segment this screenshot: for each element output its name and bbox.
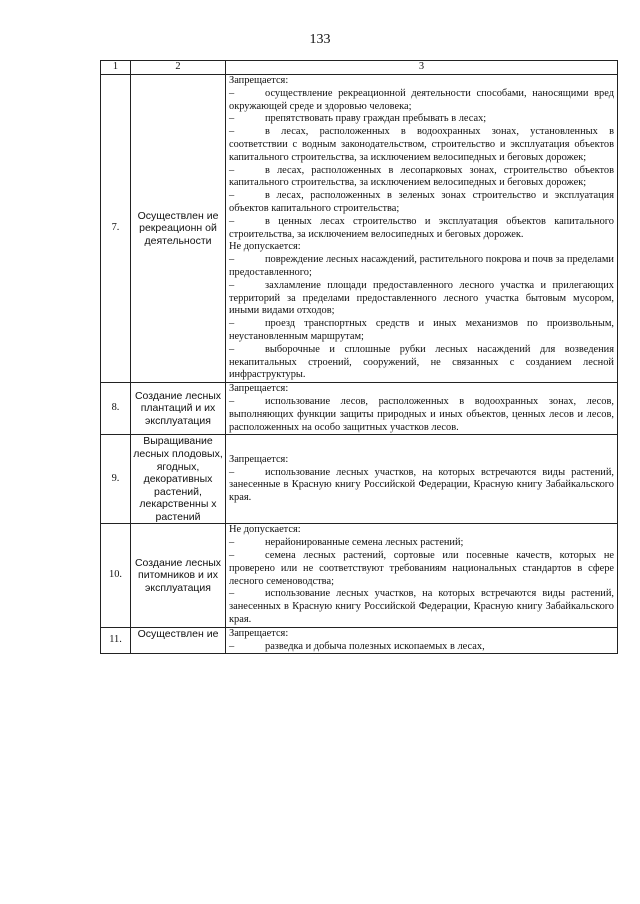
restriction-item: – проезд транспортных средств и иных механизмов по произвольным, неустановленным маршрутам; <box>229 318 614 342</box>
activity-type: Выращивание лесных плодовых, ягодных, декоративных растений, лекарственны х растений <box>131 435 226 524</box>
activity-type: Создание лесных плантаций и их эксплуатация <box>131 383 226 435</box>
restriction-label: Не допускается: <box>229 241 301 253</box>
row-number: 10. <box>101 524 131 627</box>
restrictions-cell <box>226 627 618 654</box>
restrictions-cell <box>226 524 618 627</box>
row-number: 11. <box>101 627 131 654</box>
table-row <box>101 383 618 435</box>
activity-type: Осуществлен ие рекреационн ой деятельности <box>131 75 226 383</box>
table-row <box>101 627 618 654</box>
restriction-label: Запрещается: <box>229 453 289 465</box>
restrictions-cell <box>226 435 618 524</box>
restriction-item: – в лесах, расположенных в зеленых зонах строительство и эксплуатация объектов капитального строительства; <box>229 190 614 214</box>
restriction-item: – в ценных лесах строительство и эксплуатация объектов капитального строительства, за исключением велосипедных и беговых дорожек. <box>229 215 614 240</box>
table-row <box>101 75 618 383</box>
restriction-item: – захламление площади предоставленного лесного участка и прилегающих территорий за пределами предоставленного лесного участка бытовым мусором, иными видами отходов; <box>229 279 614 317</box>
activity-type: Создание лесных питомников и их эксплуатация <box>131 524 226 627</box>
column-header-3: 3 <box>226 61 618 75</box>
restriction-item: – использование лесных участков, на которых встречаются виды растений, занесенные в Красную книгу Российской Федерации, Красную книгу Забайкальского края. <box>229 466 614 504</box>
restriction-item: – осуществление рекреационной деятельности способами, наносящими вред окружающей среде и здоровью человека; <box>229 87 614 112</box>
table-row <box>101 524 618 627</box>
table-row <box>101 435 618 524</box>
restriction-label: Запрещается: <box>229 627 289 639</box>
table-header-row <box>101 61 618 75</box>
restriction-label: Не допускается: <box>229 524 301 536</box>
restriction-item: – использование лесных участков, на которых встречаются виды растений, занесенных в Красную книгу Российской Федерации, Красную книгу Забайкальского края. <box>229 588 614 626</box>
column-header-1: 1 <box>101 61 131 75</box>
restriction-item: – препятствовать праву граждан пребывать в лесах; <box>229 113 487 125</box>
restriction-item: – выборочные и сплошные рубки лесных насаждений для возведения некапитальных строений, сооружений, не связанных с созданием лесной инфраструктуры. <box>229 343 614 381</box>
restriction-label: Запрещается: <box>229 75 289 86</box>
restrictions-cell <box>226 75 618 383</box>
row-number: 7. <box>101 75 131 383</box>
restriction-item: – в лесах, расположенных в лесопарковых зонах, строительство объектов капитального строительства, за исключением велосипедных и беговых дорожек; <box>229 164 614 189</box>
regulations-table <box>100 60 618 654</box>
column-header-2: 2 <box>131 61 226 75</box>
restriction-item: – использование лесов, расположенных в водоохранных зонах, лесов, выполняющих функции защиты природных и иных объектов, ценных лесов и лесов, расположенных на особо защитных участков лесов. <box>229 395 614 433</box>
restriction-label: Запрещается: <box>229 383 289 395</box>
activity-type: Осуществлен ие <box>131 627 226 654</box>
restriction-item: – нерайонированные семена лесных растений; <box>229 537 464 549</box>
row-number: 9. <box>101 435 131 524</box>
restriction-item: – повреждение лесных насаждений, растительного покрова и почв за пределами предоставленного; <box>229 254 614 278</box>
restrictions-cell <box>226 383 618 435</box>
restriction-item: – семена лесных растений, сортовые или посевные качеств, которых не проверено или не соответствуют требованиям национальных стандартов в сфере лесного семеноводства; <box>229 550 614 587</box>
row-number: 8. <box>101 383 131 435</box>
restriction-item: – в лесах, расположенных в водоохранных зонах, установленных в соответствии с водным законодательством, строительство и эксплуатация объектов капитального строительства, за исключением велосипедных и беговых дорожек; <box>229 126 614 163</box>
page-number: 133 <box>309 32 331 47</box>
restriction-item: – разведка и добыча полезных ископаемых в лесах, <box>229 640 485 652</box>
